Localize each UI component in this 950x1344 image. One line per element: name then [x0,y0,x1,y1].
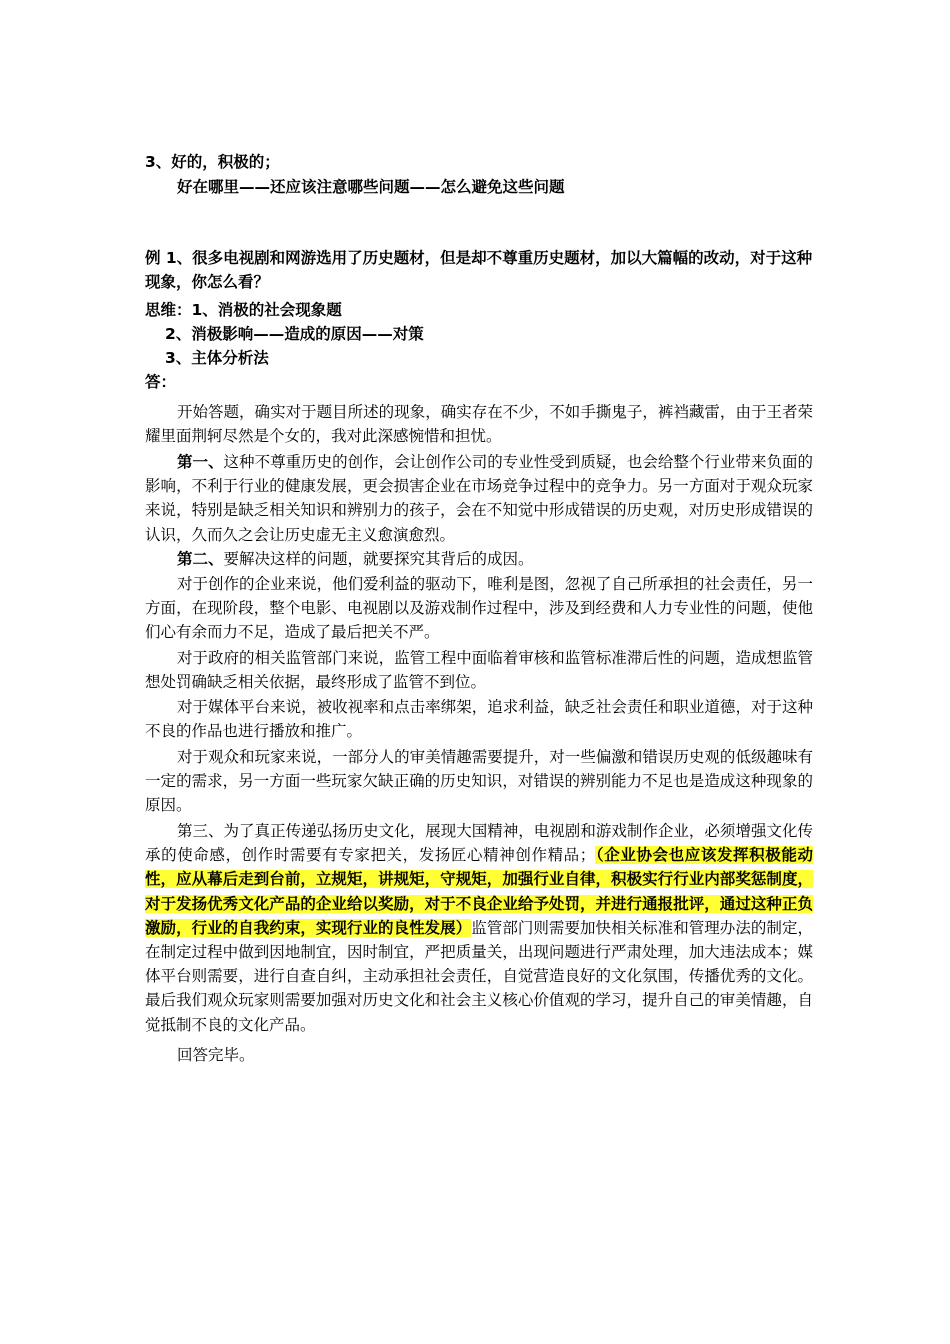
paragraph-2-lead: 第二、 [177,550,224,568]
answer-paragraph-3: 对于创作的企业来说，他们爱利益的驱动下，唯利是图，忽视了自己所承担的社会责任，另一方面，在现阶段，整个电影、电视剧以及游戏制作过程中，涉及到经费和人力专业性的问题，使他们心有余而力不足，造成了最后把关不严。 [145,575,813,642]
answer-paragraph-4: 对于政府的相关监管部门来说，监管工程中面临着审核和监管标准滞后性的问题，造成想监管想处罚确缺乏相关依据，最终形成了监管不到位。 [145,649,813,692]
section-heading: 3、好的，积极的； [145,153,280,171]
answer-paragraph-6: 对于观众和玩家来说，一部分人的审美情趣需要提升，对一些偏激和错误历史观的低级趣味有一定的需求，另一方面一些玩家欠缺正确的历史知识，对错误的辨别能力不足也是造成这种现象的原因。 [145,748,813,815]
answer-label: 答： [145,373,177,391]
answer-intro: 开始答题，确实对于题目所述的现象，确实存在不少，不如手撕鬼子，裤裆藏雷，由于王者荣耀里面荆轲尽然是个女的，我对此深感惋惜和担忧。 [145,403,813,446]
section-subheading: 好在哪里——还应该注意哪些问题——怎么避免这些问题 [177,178,565,196]
answer-paragraph-2 [145,547,813,571]
example-question: 例 1、很多电视剧和网游选用了历史题材，但是却不尊重历史题材，加以大篇幅的改动，对于这种现象，你怎么看？ [145,249,813,291]
paragraph-2-body: 要解决这样的问题，就要探究其背后的成因。 [223,550,534,568]
paragraph-1-body: 这种不尊重历史的创作，会让创作公司的专业性受到质疑，也会给整个行业带来负面的影响，不利于行业的健康发展，更会损害企业在市场竞争过程中的竞争力。另一方面对于观众玩家来说，特别是缺乏相关知识和辨别力的孩子，会在不知觉中形成错误的历史观，对历史形成错误的认识，久而久之会让历史虚无主义愈演愈烈。 [145,453,813,544]
paragraph-7-start: 第三、为了真正传递弘扬历史文化，展现大国精神，电视剧和游戏制作企业，必须增强文化传承的使命感，创作时需要有专家把关，发扬匠心精神创作精品； [145,822,813,865]
answer-paragraph-1 [145,450,813,547]
paragraph-7-end: 监管部门则需要加快相关标准和管理办法的制定，在制定过程中做到因地制宜，因时制宜，严把质量关，出现问题进行严肃处理，加大违法成本；媒体平台则需要，进行自查自纠，主动承担社会责任，自觉营造良好的文化氛围，传播优秀的文化。最后我们观众玩家则需要加强对历史文化和社会主义核心价值观的学习，提升自己的审美情趣，自觉抵制不良的文化产品。 [145,918,813,1034]
paragraph-7-highlight: （企业协会也应该发挥积极能动性，应从幕后走到台前，立规矩，讲规矩，守规矩，加强行业自律，积极实行行业内部奖惩制度，对于发扬优秀文化产品的企业给以奖励，对于不良企业给予处罚，并进行通报批评，通过这种正负激励，行业的自我约束，实现行业的良性发展） [145,846,813,937]
thinking-label: 思维：1、消极的社会现象题 [145,301,342,319]
answer-closing: 回答完毕。 [177,1046,255,1064]
answer-paragraph-5: 对于媒体平台来说，被收视率和点击率绑架，追求利益，缺乏社会责任和职业道德，对于这种不良的作品也进行播放和推广。 [145,698,813,741]
answer-paragraph-7 [145,819,813,1037]
paragraph-1-lead: 第一、 [177,453,224,471]
thinking-item-2: 2、消极影响——造成的原因——对策 [165,325,424,343]
thinking-item-3: 3、主体分析法 [165,349,269,367]
